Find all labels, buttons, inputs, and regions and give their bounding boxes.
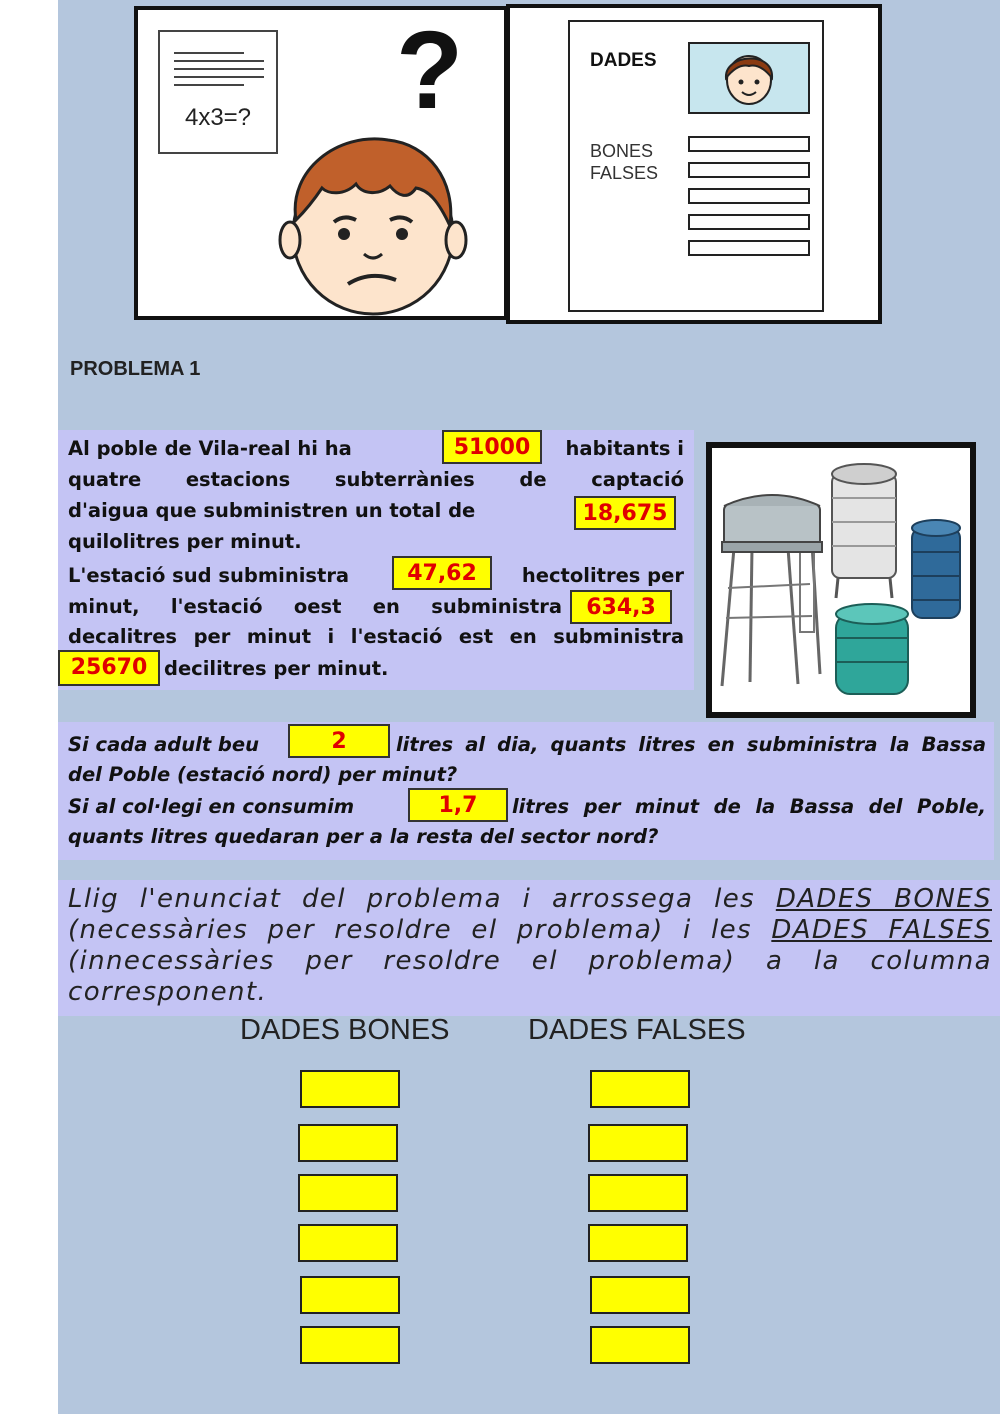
number-inhabitants[interactable]: 51000 xyxy=(442,430,542,464)
bad-data-term: DADES FALSES xyxy=(771,915,992,945)
bad-data-drop-slot[interactable] xyxy=(590,1276,690,1314)
statement-line: Al poble de Vila-real hi ha xyxy=(68,437,352,460)
question-line: del Poble (estació nord) per minut? xyxy=(68,763,458,786)
instruction-part: (innecessàries per resoldre el problema) a la columna corresponent. xyxy=(68,946,992,1007)
data-field xyxy=(688,162,810,178)
paper-line xyxy=(174,68,264,70)
statement-line: quilolitres per minut. xyxy=(68,530,302,553)
data-field xyxy=(688,188,810,204)
thinking-child-card xyxy=(134,6,508,320)
water-tanks-icon xyxy=(712,448,970,712)
instruction-part: (necessàries per resoldre el problema) i les xyxy=(68,915,752,945)
good-data-drop-slot[interactable] xyxy=(298,1174,398,1212)
falses-label: FALSES xyxy=(590,163,659,183)
question-line: Si cada adult beu xyxy=(68,733,260,756)
data-field xyxy=(688,136,810,152)
good-data-drop-slot[interactable] xyxy=(300,1070,400,1108)
question-mark-icon: ? xyxy=(396,9,464,132)
girl-face-icon xyxy=(690,44,808,112)
statement-line: decilitres per minut. xyxy=(164,657,389,680)
paper-line xyxy=(174,52,244,54)
good-data-header: DADES BONES xyxy=(240,1014,450,1046)
boy-face-icon xyxy=(278,130,468,318)
question-line: litres per minut de la Bassa del Poble, xyxy=(512,795,986,818)
math-question-text: 4x3=? xyxy=(184,104,252,131)
math-paper xyxy=(158,30,278,154)
good-data-term: DADES BONES xyxy=(775,884,992,914)
bad-data-drop-slot[interactable] xyxy=(590,1326,690,1364)
instruction-text xyxy=(68,884,992,1008)
question-line: quants litres quedaran per a la resta del sector nord? xyxy=(68,825,659,848)
bad-data-header: DADES FALSES xyxy=(528,1014,746,1046)
number-school-litres[interactable]: 1,7 xyxy=(408,788,508,822)
good-data-drop-slot[interactable] xyxy=(298,1224,398,1262)
bad-data-drop-slot[interactable] xyxy=(588,1224,688,1262)
good-data-drop-slot[interactable] xyxy=(298,1124,398,1162)
question-line: Si al col·legi en consumim xyxy=(68,795,355,818)
problem-title: PROBLEMA 1 xyxy=(70,358,201,380)
bad-data-drop-slot[interactable] xyxy=(588,1174,688,1212)
statement-line: minut, l'estació oest en subministra xyxy=(68,595,562,618)
statement-line: quatre estacions subterrànies de captació xyxy=(68,468,684,491)
bad-data-drop-slot[interactable] xyxy=(590,1070,690,1108)
number-south-hl[interactable]: 47,62 xyxy=(392,556,492,590)
data-sheet xyxy=(568,20,824,312)
data-field xyxy=(688,240,810,256)
statement-line: decalitres per minut i l'estació est en subministra xyxy=(68,625,684,648)
statement-line: d'aigua que subministren un total de xyxy=(68,499,476,522)
bones-label: BONES xyxy=(590,141,654,161)
good-data-drop-slot[interactable] xyxy=(300,1276,400,1314)
good-data-drop-slot[interactable] xyxy=(300,1326,400,1364)
data-sheet-title: DADES xyxy=(590,50,657,71)
paper-line xyxy=(174,60,264,62)
bad-data-drop-slot[interactable] xyxy=(588,1124,688,1162)
statement-line: habitants i xyxy=(565,437,684,460)
number-total-kl[interactable]: 18,675 xyxy=(574,496,676,530)
instruction-part: Llig l'enunciat del problema i arrossega les xyxy=(68,884,756,914)
number-east-dl[interactable]: 25670 xyxy=(58,650,160,686)
girl-photo xyxy=(688,42,810,114)
statement-line: L'estació sud subministra xyxy=(68,564,350,587)
number-west-dal[interactable]: 634,3 xyxy=(570,590,672,624)
data-card xyxy=(506,4,882,324)
data-field xyxy=(688,214,810,230)
number-adult-litres[interactable]: 2 xyxy=(288,724,390,758)
question-line: litres al dia, quants litres en subministra la Bassa xyxy=(396,733,986,756)
statement-line: hectolitres per xyxy=(521,564,684,587)
data-sheet-labels xyxy=(590,140,658,184)
water-tanks-image xyxy=(706,442,976,718)
paper-line xyxy=(174,84,244,86)
paper-line xyxy=(174,76,264,78)
